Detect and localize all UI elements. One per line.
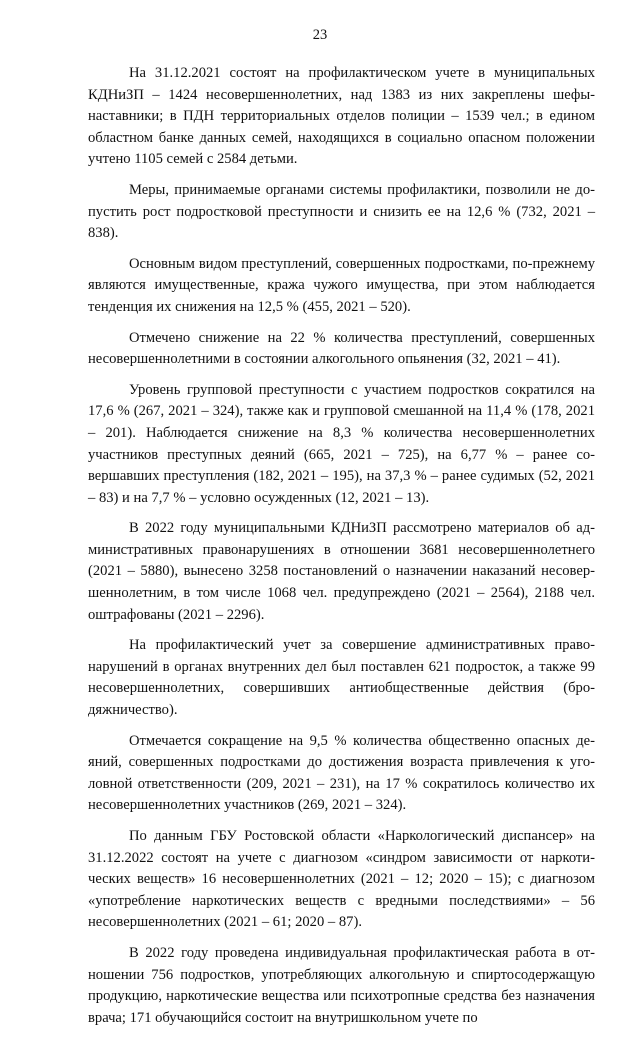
page-number: 23 xyxy=(312,27,328,43)
paragraph-crime-reduction: Меры, принимаемые органами системы профилактики, позволили не допустить рост подростковой преступности и снизить ее на 12,6 % (732, 2021 – 838). xyxy=(88,181,595,242)
paragraph-individual-prevention: В 2022 году проведена индивидуальная профилактическая работа в отношении 756 подростков, употребляющих алкогольную и спиртосодержащую продукцию, наркотические вещества или психотропные средства без назначения врача; 171 обучающийся состоит на внутришкольном учете по xyxy=(88,944,595,1026)
paragraph-narcology-dispensary: По данным ГБУ Ростовской области «Наркологический диспансер» на 31.12.2022 состоят на учете с диагнозом «синдром зависимости от наркотических веществ» 16 несовершеннолетних (2021 – 12; 2020 – 15); с диагнозом «употребление наркотических веществ с вредными последствиями» – 56 несовершеннолетних (2021 – 61; 2020 – 87). xyxy=(88,828,595,931)
paragraph-dangerous-acts: Отмечается сокращение на 9,5 % количества общественно опасных деяний, совершенных подростками до достижения возраста привлечения к уголовной ответственности (209, 2021 – 231), на 17 % сократилось количество их несовершеннолетних участников (269, 2021 – 324). xyxy=(88,732,595,814)
paragraph-group-crime: Уровень групповой преступности с участием подростков сократился на 17,6 % (267, 2021 – 324), также как и групповой смешанной на 11,4 % (178, 2021 – 201). Наблюдается снижение на 8,3 % количества несовершеннолетних участников преступных деяний (665, 2021 – 725), на 6,77 % – ранее совершавших преступления (182, 2021 – 195), на 37,3 % – ранее судимых (52, 2021 – 83) и на 7,7 % – условно осужденных (12, 2021 – 13). xyxy=(88,381,595,506)
paragraph-administrative-offenses: В 2022 году муниципальными КДНиЗП рассмотрено материалов об административных правонарушениях в отношении 3681 несовершеннолетнего (2021 – 5880), вынесено 3258 постановлений о назначении наказаний несовершеннолетним, в том числе 1068 чел. предупреждено (2021 – 2564), 2188 чел. оштрафованы (2021 – 2296). xyxy=(88,520,595,623)
paragraph-registered-minors: На 31.12.2021 состоят на профилактическом учете в муниципальных КДНиЗП – 1424 несовершеннолетних, над 1383 из них закреплены шефы-наставники; в ПДН территориальных отделов полиции – 1539 чел.; в едином областном банке данных семей, находящихся в социально опасном положении учтено 1105 семей с 2584 детьми. xyxy=(88,65,595,168)
paragraph-alcohol-crimes: Отмечено снижение на 22 % количества преступлений, совершенных несовершеннолетними в состоянии алкогольного опьянения (32, 2021 – 41). xyxy=(88,329,595,368)
document-body xyxy=(88,63,595,1038)
paragraph-preventive-registration: На профилактический учет за совершение административных правонарушений в органах внутренних дел был поставлен 621 подросток, а также 99 несовершеннолетних, совершивших антиобщественные действия (бродяжничество). xyxy=(88,637,595,719)
paragraph-property-crimes: Основным видом преступлений, совершенных подростками, по-прежнему являются имущественные, кража чужого имущества, при этом наблюдается тенденция их снижения на 12,5 % (455, 2021 – 520). xyxy=(88,255,595,315)
